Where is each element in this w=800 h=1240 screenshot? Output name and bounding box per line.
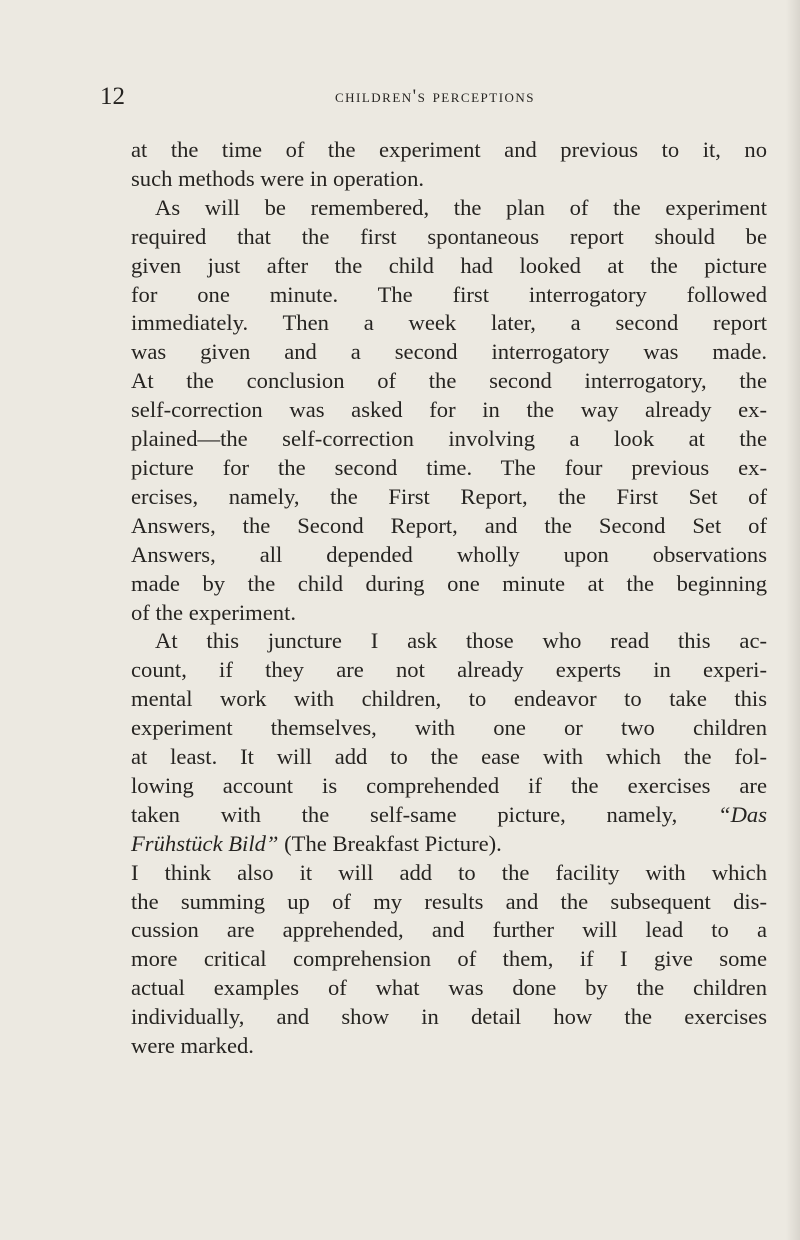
text-line: for one minute. The first interrogatory followed <box>131 281 767 307</box>
text-line-with-title <box>131 830 767 859</box>
text-line: ercises, namely, the First Report, the First Set of <box>131 483 767 509</box>
text-line: At this juncture I ask those who read this ac- <box>155 628 767 654</box>
text-line-with-title <box>131 801 767 830</box>
text-line: I think also it will add to the facility with which <box>131 859 767 885</box>
text-line: required that the first spontaneous report should be <box>131 223 767 249</box>
italic-title-part: Frühstück Bild” <box>131 830 279 856</box>
text-line: At the conclusion of the second interrogatory, the <box>131 368 767 394</box>
text-line: immediately. Then a week later, a second report <box>131 310 767 336</box>
text-line: cussion are apprehended, and further will lead to a <box>131 917 767 943</box>
text-line: count, if they are not already experts in experi- <box>131 657 767 683</box>
text-line: picture for the second time. The four previous ex- <box>131 454 767 480</box>
text-line: were marked. <box>131 1033 254 1059</box>
body-text <box>131 136 767 1061</box>
text-line: actual examples of what was done by the children <box>131 975 767 1001</box>
page-number: 12 <box>100 83 125 110</box>
page-edge-shadow <box>786 0 800 1240</box>
page-header <box>100 80 740 114</box>
text-line: experiment themselves, with one or two children <box>131 715 767 741</box>
text-fragment: taken with the self-same picture, namely, <box>131 801 678 827</box>
text-line: was given and a second interrogatory was made. <box>131 339 767 365</box>
text-line: given just after the child had looked at the picture <box>131 252 767 278</box>
text-line: Answers, all depended wholly upon observations <box>131 541 767 567</box>
text-line: plained—the self-correction involving a look at the <box>131 426 767 452</box>
text-line: made by the child during one minute at the beginning <box>131 570 767 596</box>
text-line: the summing up of my results and the subsequent dis- <box>131 888 767 914</box>
text-line: Answers, the Second Report, and the Second Set of <box>131 512 767 538</box>
text-line: individually, and show in detail how the exercises <box>131 1004 767 1030</box>
text-line: at the time of the experiment and previous to it, no <box>131 137 767 162</box>
text-line: self-correction was asked for in the way already ex- <box>131 397 767 423</box>
italic-title-part: “Das <box>718 801 767 827</box>
text-line: As will be remembered, the plan of the experiment <box>155 194 767 220</box>
text-line: of the experiment. <box>131 599 296 625</box>
text-line: more critical comprehension of them, if I give some <box>131 946 767 972</box>
text-line: such methods were in operation. <box>131 165 425 191</box>
text-line: mental work with children, to endeavor to take this <box>131 686 767 712</box>
text-line: lowing account is comprehended if the exercises are <box>131 772 767 798</box>
text-line: at least. It will add to the ease with which the fol- <box>131 744 767 770</box>
running-head: children's perceptions <box>334 86 536 107</box>
text-fragment: (The Breakfast Picture). <box>284 830 502 856</box>
